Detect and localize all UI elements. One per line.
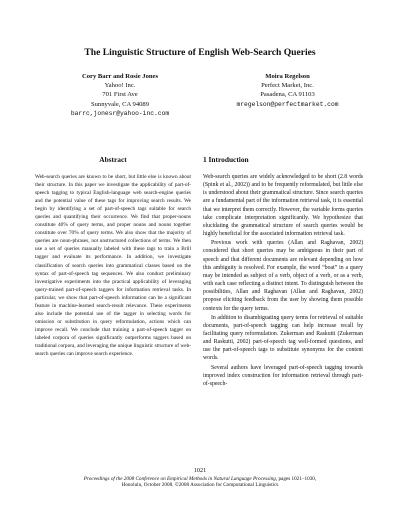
intro-paragraph: In addition to disambiguating query terms for retrieval of suitable documents, part-of-speech tagging can help increase recall by facilitating query reformulation. Zukerman and Raskutti (Zukerman and Raskutti, 2002) part-of-speech tag well-formed questions, and use the part-of-speech tags to substitute synonyms for the content words.: [203, 314, 363, 362]
author-names: Cory Barr and Rosie Jones: [81, 73, 159, 80]
author-city: Sunnyvale, CA 94089: [90, 100, 150, 108]
abstract-text: Web-search queries are known to be short, but little else is known about their structure. In this paper we investigate the applicability of part-of-speech tagging to typical English-language web search-engine queries and the potential value of these tags for improving search results. We begin by identifying a set of part-of-speech tags suitable for search queries and quantifying their occurrence. We find that proper-nouns constitute 40% of query terms, and proper nouns and nouns together constitute over 70% of query terms. We also show that the majority of queries are noun-phrases, not unstructured collections of terms. We then use a set of queries manually labeled with these tags to train a Brill tagger and evaluate its performance. In addition, we investigate classification of search queries into grammatical classes based on the syntax of part-of-speech tag sequences. We also conduct preliminary investigative experiments into the practical applicability of leveraging query-trained part-of-speech taggers for information retrieval tasks. In particular, we show that part-of-speech information can be a significant feature in machine-learned search-result relevance. These experiments also include the potential use of the tagger in selecting words for omission or substitution in query reformulation, actions which can improve recall. We conclude that training a part-of-speech tagger on labeled corpora of queries significantly outperforms taggers based on traditional corpora, and leveraging the unique linguistic structure of web-search queries can improve search experience.: [35, 174, 191, 358]
abstract-heading: Abstract: [99, 155, 127, 164]
page-number: 1021: [193, 467, 207, 474]
author-street: 701 First Ave: [102, 91, 138, 99]
proceedings-pages: , pages 1021–1030,: [275, 475, 317, 482]
section-heading: 1 Introduction: [203, 155, 249, 164]
proceedings-name: Proceedings of the 2008 Conference on Empirical Methods in Natural Language Processing: [83, 475, 276, 482]
author-email: mregelson@perfectmarket.com: [236, 100, 339, 108]
footer-copyright-line: Honolulu, October 2008. ©2008 Association for Computational Linguistics: [121, 482, 279, 489]
intro-paragraph: Several authors have leveraged part-of-speech tagging towards improved index construction for information retrieval through part-of-speech-: [203, 364, 363, 387]
intro-paragraph: Previous work with queries (Allan and Raghavan, 2002) considered that short queries may be ambiguous in their part of speech and that different documents are relevant depending on how this ambiguity is resolved. For example, the word “boat” in a query may be intended as subject of a verb, object of a verb, or as a verb, with each case reflecting a distinct intent. To distinguish between the possibilities, Allan and Raghavan (Allan and Raghavan, 2002) propose eliciting feedback from the user by showing them possible contexts for the query terms.: [203, 240, 363, 312]
author-city: Pasadena, CA 91103: [260, 91, 315, 99]
paper-title: The Linguistic Structure of English Web-Search Queries: [84, 47, 316, 58]
page-footer: [0, 468, 400, 489]
author-names: Moira Regelson: [265, 73, 310, 80]
abstract-column: [35, 155, 191, 358]
introduction-column: [203, 155, 363, 388]
author-block-right: [210, 72, 365, 109]
author-email: barrc,jonesr@yahoo-inc.com: [70, 109, 170, 117]
author-org: Perfect Market, Inc.: [261, 82, 314, 90]
author-org: Yahoo! Inc.: [104, 82, 136, 90]
intro-paragraph: Web-search queries are widely acknowledged to be short (2.8 words (Spink et al., 2002)) and to be frequently reformulated, but little else is understood about their grammatical structure. Since search queries are a fundamental part of the information retrieval task, it is essential that we interpret them correctly. However, the variable forms queries take complicate interpretation significantly. We hypothesize that elucidating the grammatical structure of search queries would be highly beneficial for the associated information retrieval task.: [203, 174, 363, 238]
author-block-left: [60, 72, 180, 118]
